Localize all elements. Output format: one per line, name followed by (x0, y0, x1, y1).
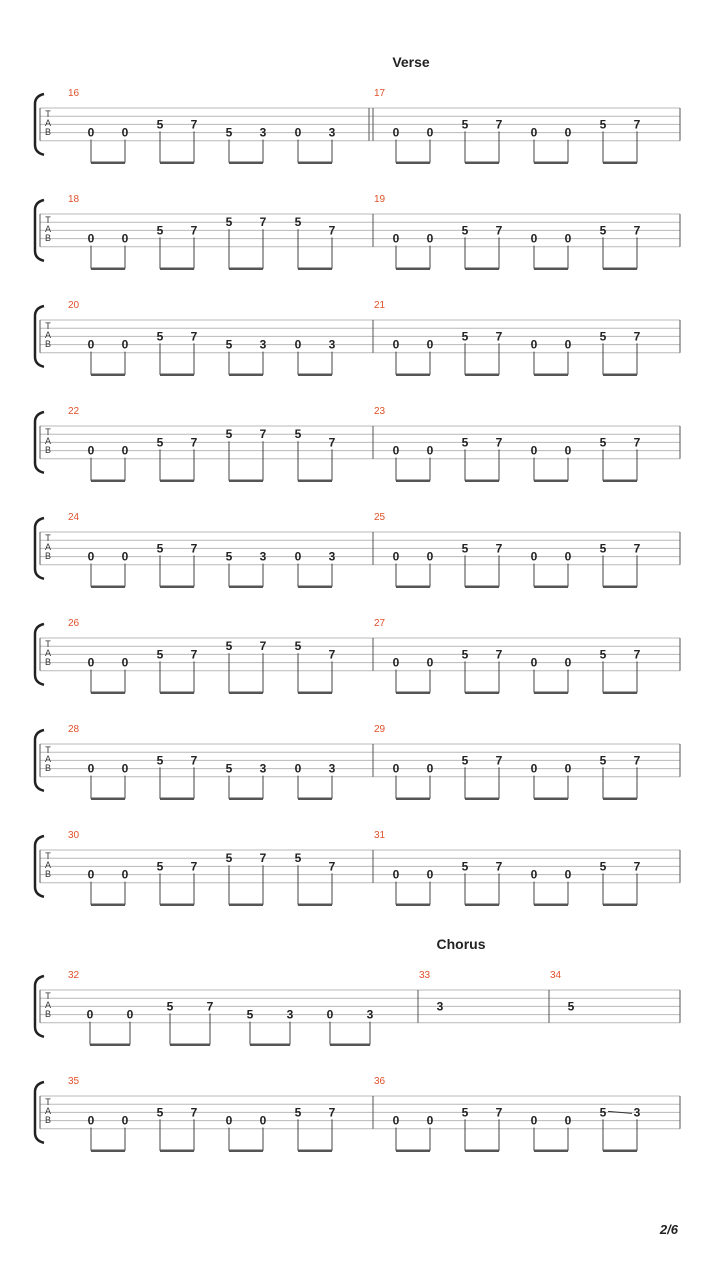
fret-number: 5 (599, 117, 607, 132)
tab-clef-letter: T (45, 533, 51, 543)
fret-number: 0 (564, 337, 572, 352)
measure-number: 28 (68, 724, 80, 735)
fret-number: 0 (259, 1113, 267, 1128)
measure-number: 22 (68, 406, 80, 417)
fret-number: 0 (426, 655, 434, 670)
fret-number: 7 (633, 329, 641, 344)
fret-number: 5 (461, 541, 469, 556)
fret-number: 0 (121, 1113, 129, 1128)
fret-number: 0 (121, 337, 129, 352)
fret-number: 7 (495, 117, 503, 132)
fret-number: 7 (495, 329, 503, 344)
fret-number: 7 (259, 215, 267, 230)
fret-number: 0 (87, 231, 95, 246)
fret-number: 0 (426, 761, 434, 776)
fret-number: 5 (599, 1105, 607, 1120)
measure-number: 27 (374, 618, 386, 629)
fret-number: 5 (225, 851, 233, 866)
fret-number: 0 (225, 1113, 233, 1128)
fret-number: 0 (87, 761, 95, 776)
fret-number: 0 (392, 337, 400, 352)
fret-number: 0 (121, 761, 129, 776)
fret-number: 7 (633, 647, 641, 662)
fret-number: 5 (156, 1105, 164, 1120)
fret-number: 0 (426, 549, 434, 564)
fret-number: 0 (87, 125, 95, 140)
measure-number: 21 (374, 300, 386, 311)
section-label-verse: Verse (392, 54, 430, 70)
measure-number: 36 (374, 1076, 386, 1087)
fret-number: 5 (156, 647, 164, 662)
measure-number: 35 (68, 1076, 80, 1087)
tab-clef-letter: T (45, 1097, 51, 1107)
fret-number: 3 (259, 549, 267, 564)
fret-number: 0 (392, 761, 400, 776)
fret-number: 0 (426, 1113, 434, 1128)
fret-number: 5 (461, 647, 469, 662)
measure-number: 17 (374, 88, 386, 99)
fret-number: 3 (366, 1007, 374, 1022)
tab-clef-letter: T (45, 215, 51, 225)
measure-number: 19 (374, 194, 386, 205)
measure-number: 31 (374, 830, 386, 841)
tab-clef-letter: A (44, 542, 52, 552)
measure-number: 34 (550, 970, 562, 981)
fret-number: 5 (599, 435, 607, 450)
fret-number: 5 (599, 753, 607, 768)
fret-number: 5 (461, 1105, 469, 1120)
fret-number: 0 (564, 231, 572, 246)
fret-number: 5 (246, 1007, 254, 1022)
tab-clef-letter: A (44, 860, 52, 870)
fret-number: 0 (326, 1007, 334, 1022)
fret-number: 0 (392, 231, 400, 246)
fret-number: 0 (126, 1007, 134, 1022)
fret-number: 7 (495, 1105, 503, 1120)
fret-number: 5 (294, 427, 302, 442)
fret-number: 3 (259, 125, 267, 140)
fret-number: 0 (392, 443, 400, 458)
fret-number: 3 (259, 761, 267, 776)
tab-clef-letter: B (44, 1115, 52, 1125)
tab-clef-letter: A (44, 330, 52, 340)
fret-number: 0 (392, 1113, 400, 1128)
fret-number: 5 (599, 647, 607, 662)
fret-number: 0 (564, 549, 572, 564)
fret-number: 0 (121, 549, 129, 564)
tab-clef-letter: A (44, 1000, 52, 1010)
tab-clef-letter: T (45, 851, 51, 861)
fret-number: 5 (461, 329, 469, 344)
fret-number: 3 (633, 1105, 641, 1120)
fret-number: 0 (530, 125, 538, 140)
fret-number: 0 (530, 655, 538, 670)
fret-number: 3 (328, 337, 336, 352)
fret-number: 5 (461, 223, 469, 238)
fret-number: 0 (564, 761, 572, 776)
tab-clef-letter: A (44, 648, 52, 658)
fret-number: 0 (121, 443, 129, 458)
fret-number: 7 (190, 435, 198, 450)
tab-clef-letter: T (45, 639, 51, 649)
fret-number: 0 (426, 231, 434, 246)
fret-number: 7 (495, 541, 503, 556)
fret-number: 5 (225, 761, 233, 776)
fret-number: 0 (564, 1113, 572, 1128)
fret-number: 5 (156, 329, 164, 344)
fret-number: 5 (599, 859, 607, 874)
page-number: 2/6 (659, 1222, 678, 1237)
fret-number: 7 (328, 223, 336, 238)
fret-number: 7 (495, 223, 503, 238)
fret-number: 0 (121, 231, 129, 246)
fret-number: 7 (190, 753, 198, 768)
tab-clef-letter: A (44, 754, 52, 764)
measure-number: 25 (374, 512, 386, 523)
measure-number: 33 (419, 970, 431, 981)
measure-number: 26 (68, 618, 80, 629)
tab-clef-letter: B (44, 445, 52, 455)
tab-clef-letter: A (44, 118, 52, 128)
tab-clef-letter: B (44, 869, 52, 879)
measure-number: 30 (68, 830, 80, 841)
fret-number: 5 (156, 541, 164, 556)
measure-number: 32 (68, 970, 80, 981)
fret-number: 0 (530, 231, 538, 246)
fret-number: 0 (87, 655, 95, 670)
fret-number: 3 (286, 1007, 294, 1022)
fret-number: 0 (121, 125, 129, 140)
fret-number: 7 (190, 647, 198, 662)
fret-number: 7 (190, 859, 198, 874)
fret-number: 5 (294, 851, 302, 866)
fret-number: 7 (206, 999, 214, 1014)
tab-clef-letter: B (44, 657, 52, 667)
section-label-chorus: Chorus (436, 936, 486, 952)
fret-number: 7 (495, 647, 503, 662)
fret-number: 0 (121, 655, 129, 670)
fret-number: 7 (190, 329, 198, 344)
fret-number: 0 (530, 337, 538, 352)
fret-number: 0 (530, 443, 538, 458)
fret-number: 0 (426, 337, 434, 352)
fret-number: 0 (294, 761, 302, 776)
fret-number: 7 (633, 117, 641, 132)
fret-number: 7 (190, 1105, 198, 1120)
fret-number: 5 (156, 117, 164, 132)
fret-number: 0 (530, 867, 538, 882)
fret-number: 5 (461, 859, 469, 874)
fret-number: 3 (259, 337, 267, 352)
measure-number: 20 (68, 300, 80, 311)
fret-number: 0 (121, 867, 129, 882)
tab-clef-letter: B (44, 763, 52, 773)
fret-number: 0 (530, 549, 538, 564)
fret-number: 3 (328, 125, 336, 140)
tab-clef-letter: T (45, 321, 51, 331)
fret-number: 7 (495, 753, 503, 768)
tab-clef-letter: A (44, 224, 52, 234)
tab-clef-letter: T (45, 991, 51, 1001)
fret-number: 5 (225, 337, 233, 352)
fret-number: 7 (190, 541, 198, 556)
fret-number: 0 (87, 443, 95, 458)
fret-number: 5 (461, 753, 469, 768)
fret-number: 7 (633, 859, 641, 874)
fret-number: 7 (495, 435, 503, 450)
tab-clef-letter: B (44, 551, 52, 561)
fret-number: 0 (87, 549, 95, 564)
tab-clef-letter: A (44, 436, 52, 446)
fret-number: 3 (328, 549, 336, 564)
tab-clef-letter: A (44, 1106, 52, 1116)
fret-number: 0 (564, 867, 572, 882)
fret-number: 7 (633, 435, 641, 450)
fret-number: 5 (156, 753, 164, 768)
fret-number: 0 (564, 655, 572, 670)
fret-number: 5 (225, 125, 233, 140)
tab-clef-letter: B (44, 233, 52, 243)
fret-number: 7 (633, 753, 641, 768)
fret-number: 0 (86, 1007, 94, 1022)
fret-number: 0 (426, 125, 434, 140)
fret-number: 5 (156, 859, 164, 874)
fret-number: 7 (328, 435, 336, 450)
measure-number: 29 (374, 724, 386, 735)
measure-number: 16 (68, 88, 80, 99)
fret-number: 5 (225, 427, 233, 442)
fret-number: 0 (530, 1113, 538, 1128)
fret-number: 0 (426, 443, 434, 458)
fret-number: 0 (426, 867, 434, 882)
fret-number: 7 (259, 851, 267, 866)
fret-number: 7 (190, 117, 198, 132)
fret-number: 7 (190, 223, 198, 238)
fret-number: 5 (225, 215, 233, 230)
fret-number: 5 (225, 549, 233, 564)
fret-number: 0 (392, 125, 400, 140)
fret-number: 0 (564, 443, 572, 458)
fret-number: 0 (530, 761, 538, 776)
tab-clef-letter: T (45, 427, 51, 437)
tab-clef-letter: B (44, 127, 52, 137)
fret-number: 0 (392, 549, 400, 564)
fret-number: 3 (436, 999, 444, 1014)
fret-number: 5 (294, 215, 302, 230)
fret-number: 7 (495, 859, 503, 874)
fret-number: 7 (259, 427, 267, 442)
fret-number: 5 (567, 999, 575, 1014)
fret-number: 7 (633, 541, 641, 556)
fret-number: 5 (599, 541, 607, 556)
fret-number: 7 (633, 223, 641, 238)
measure-number: 18 (68, 194, 80, 205)
fret-number: 0 (294, 337, 302, 352)
fret-number: 7 (259, 639, 267, 654)
fret-number: 5 (156, 435, 164, 450)
fret-number: 0 (392, 867, 400, 882)
fret-number: 7 (328, 1105, 336, 1120)
fret-number: 5 (461, 435, 469, 450)
fret-number: 0 (294, 549, 302, 564)
measure-number: 23 (374, 406, 386, 417)
fret-number: 5 (461, 117, 469, 132)
measure-number: 24 (68, 512, 80, 523)
fret-number: 0 (294, 125, 302, 140)
fret-number: 0 (392, 655, 400, 670)
fret-number: 0 (87, 867, 95, 882)
fret-number: 7 (328, 647, 336, 662)
tab-clef-letter: T (45, 109, 51, 119)
fret-number: 3 (328, 761, 336, 776)
fret-number: 5 (166, 999, 174, 1014)
fret-number: 7 (328, 859, 336, 874)
fret-number: 5 (599, 329, 607, 344)
fret-number: 0 (564, 125, 572, 140)
fret-number: 5 (156, 223, 164, 238)
fret-number: 5 (294, 639, 302, 654)
fret-number: 5 (294, 1105, 302, 1120)
fret-number: 0 (87, 1113, 95, 1128)
fret-number: 0 (87, 337, 95, 352)
fret-number: 5 (225, 639, 233, 654)
tab-clef-letter: T (45, 745, 51, 755)
tab-clef-letter: B (44, 339, 52, 349)
fret-number: 5 (599, 223, 607, 238)
tab-clef-letter: B (44, 1009, 52, 1019)
